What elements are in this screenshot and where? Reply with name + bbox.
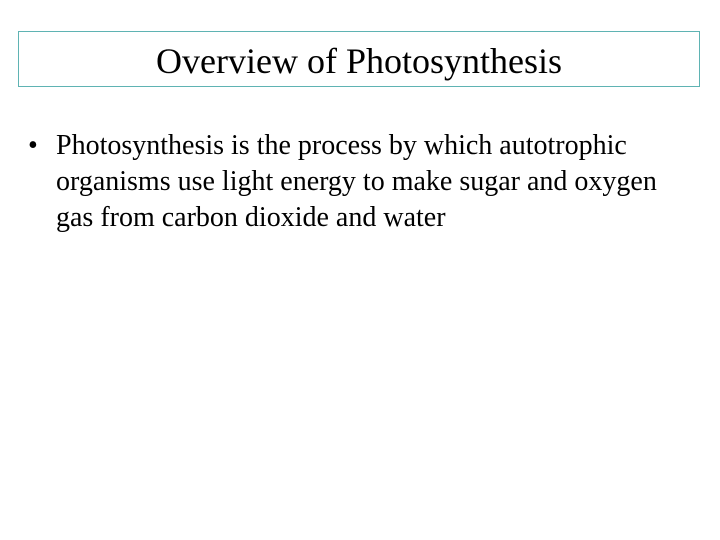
bullet-item: [28, 128, 688, 236]
title-frame: [18, 31, 700, 87]
bullet-text: Photosynthesis is the process by which autotrophic organisms use light energy to make sugar and oxygen gas from carbon dioxide and water: [56, 130, 657, 233]
slide-body: [28, 128, 688, 236]
slide-title: Overview of Photosynthesis: [156, 41, 562, 81]
bullet-icon: •: [28, 130, 38, 161]
